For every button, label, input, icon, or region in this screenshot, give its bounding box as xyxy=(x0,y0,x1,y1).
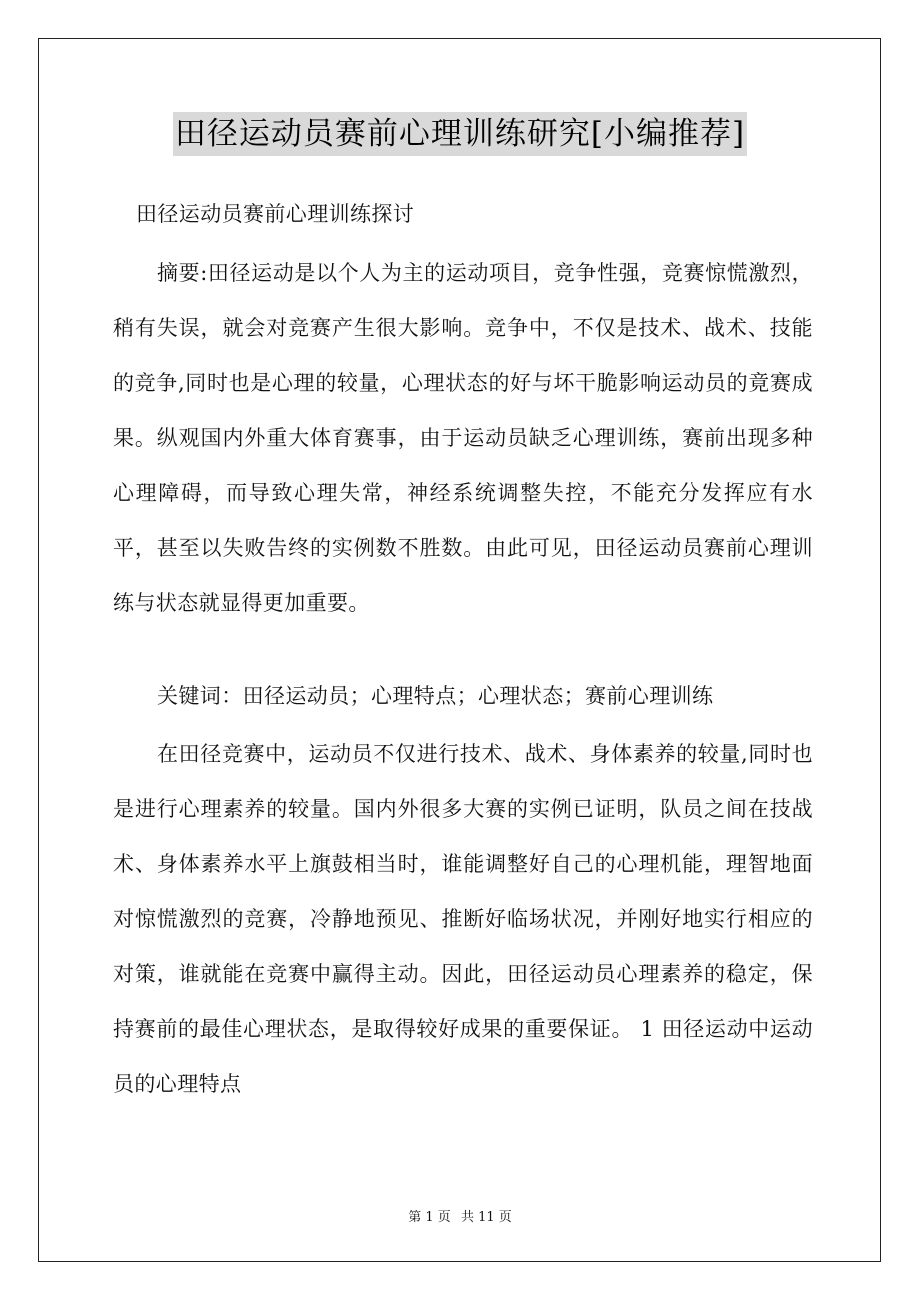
abstract-paragraph: 摘要:田径运动是以个人为主的运动项目，竞争性强，竞赛惊慌激烈，稍有失误，就会对竞赛产生很大影响。竞争中，不仅是技术、战术、技能的竞争,同时也是心理的较量，心理状态的好与坏干脆影响运动员的竟赛成果。纵观国内外重大体育赛事，由于运动员缺乏心理训练，赛前出现多种心理障碍，而导致心理失常，神经系统调整失控，不能充分发挥应有水平，甚至以失败告终的实例数不胜数。由此可见，田径运动员赛前心理训练与状态就显得更加重要。 xyxy=(113,261,813,615)
page-total: 共 11 页 xyxy=(460,1210,512,1225)
document-subtitle: 田径运动员赛前心理训练探讨 xyxy=(136,202,415,226)
title-block xyxy=(0,112,920,156)
body-paragraph: 在田径竞赛中，运动员不仅进行技术、战术、身体素养的较量,同时也是进行心理素养的较量。国内外很多大赛的实例已证明，队员之间在技战术、身体素养水平上旗鼓相当时，谁能调整好自己的心理机能，理智地面对惊慌激烈的竞赛，冷静地预见、推断好临场状况，并刚好地实行相应的对策，谁就能在竞赛中赢得主动。因此，田径运动员心理素养的稳定，保持赛前的最佳心理状态，是取得较好成果的重要保证。 1 田径运动中运动员的心理特点 xyxy=(113,742,813,1096)
page-footer xyxy=(0,1206,920,1225)
page-number: 第 1 页 xyxy=(408,1210,451,1225)
document-title: 田径运动员赛前心理训练研究[小编推荐] xyxy=(173,112,747,156)
keywords-paragraph: 关键词：田径运动员；心理特点；心理状态；赛前心理训练 xyxy=(157,684,714,708)
